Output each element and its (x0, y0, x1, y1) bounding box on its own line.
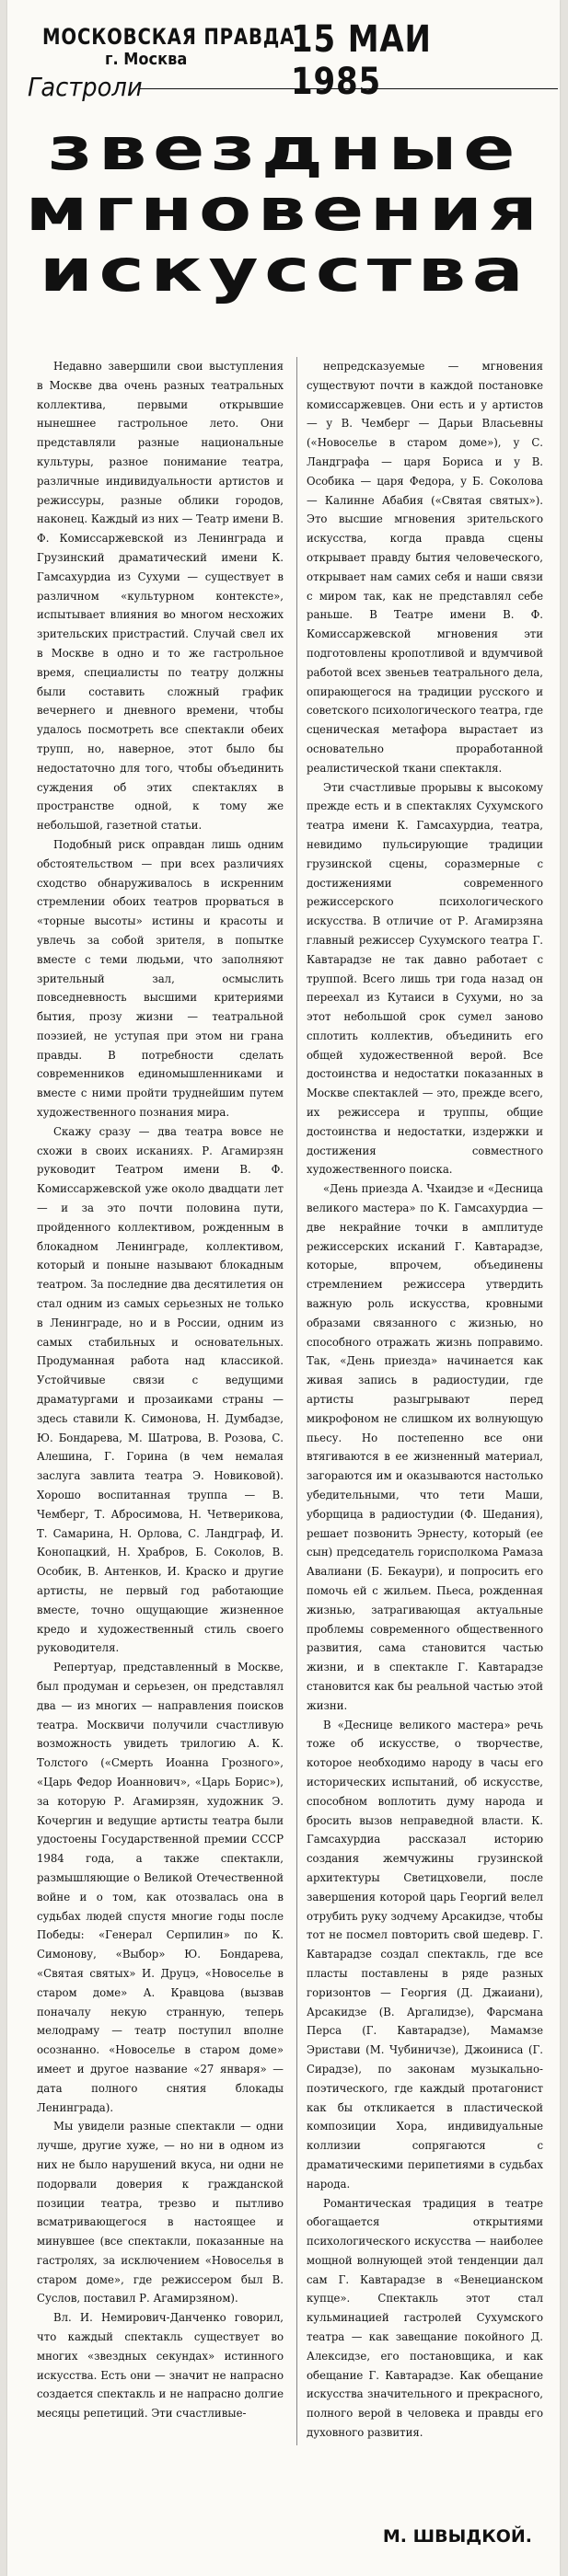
headline (13, 120, 556, 336)
paragraph: Подобный риск оправдан лишь одним обстоятельством — при всех различиях сходство обнаруживалось в искренним стремлении обоих театров прорваться в «торные высоты» истины и красоты и увлечь за собой зрителя, в попытке вместе с теми людьми, что заполняют зрительный зал, осмыслить повседневность высшими критериями бытия, прозу жизни — театральной поэзией, не уступая при этом ни грана правды. В потребности сделать современников единомышленниками и вместе с ними пройти труднейшим путем художественного познания мира. (37, 837, 284, 1120)
date-stamp: 15 МАИ 1985 (291, 18, 432, 103)
paragraph: Мы увидели разные спектакли — одни лучше, другие хуже, — но ни в одном из них не было нарушений вкуса, ни одни не подорвали доверия к гражданской позиции театра, трезво и пытливо всматривающегося в настоящее и минувшее (все спектакли, показанные на гастролях, за исключением «Новоселья в старом доме», где режиссером был В. Суслов, поставил Р. Агамирзяном). (37, 2120, 284, 2306)
paragraph: Романтическая традиция в театре обогащается открытиями психологического искусства — наиболее мощной волнующей этой тенденции дал сам Г. Кавтарадзе в «Венецианском купце». Спектакль этот стал кульминацией гастролей Сухумского театра — как завещание покойного Д. Алексидзе, его постановщика, и как обещание Г. Кавтарадзе. Как обещание искусства значительного и прекрасного, полного верой в человека и правды его духовного развития. (307, 2196, 543, 2440)
author-signature: М. ШВЫДКОЙ. (382, 2526, 532, 2547)
paragraph: Скажу сразу — два театра вовсе не схожи в своих исканиях. Р. Агамирзян руководит Театром имени В. Ф. Комиссаржевской уже около двадцати лет — и за это почти половина пути, пройденного коллективом, рожденным в блокадном Ленинграде, коллективом, который и поныне называют блокадным театром. За последние два десятилетия он стал одним из самых серьезных не только в Ленинграде, но и в России, одним из самых стабильных и основательных. Продуманная работа над классикой. Устойчивые связи с ведущими драматургами и прозаиками страны — здесь ставили К. Симонова, Н. Думбадзе, Ю. Бондарева, М. Шатрова, В. Розова, С. Алешина, Г. Горина (в чем немалая заслуга завлита театра Э. Новиковой). Хорошо воспитанная труппа — В. Чемберг, Т. Абросимова, Н. Четверикова, Т. Самарина, Н. Орлова, С. Ландграф, И. Конопацкий, Н. Храбров, Б. Соколов, В. Особик, В. Антенков, И. Краско и другие артисты, не первый год работающие вместе, точно ощущающие жизненное кредо и художественный стиль своего руководителя. (37, 1124, 284, 1655)
headline-line-1: звездные (47, 120, 522, 184)
city-stamp: г. Москва (105, 50, 188, 69)
newspaper-clipping (7, 0, 560, 2576)
paragraph: непредсказуемые — мгновения существуют почти в каждой постановке комиссаржевцев. Они есть и у артистов — у В. Чемберг — Дарьи Власьевны («Новоселье в старом доме»), у С. Ландграфа — царя Бориса и у В. Особика — царя Федора, у Б. Соколова — Калинне Абабия («Святая святых»). Это высшие мгновения зрительского искусства, когда правда сцены открывает правду бытия человеческого, открывает нам самих себя и наши связи с миром так, как не представлял себе раньше. В Театре имени В. Ф. Комиссаржевской мгновения эти подготовлены кропотливой и вдумчивой работой всех звеньев театрального дела, опирающегося на традиции русского и советского психологического театра, где сценическая метафора вырастает из основательно проработанной реалистической ткани спектакля. (307, 360, 543, 775)
paragraph (307, 2443, 543, 2445)
paragraph: Репертуар, представленный в Москве, был продуман и серьезен, он представлял два — из многих — направления поисков театра. Москвичи получили счастливую возможность увидеть трилогию А. К. Толстого («Смерть Иоанна Грозного», «Царь Федор Иоаннович», «Царь Борис»), за которую Р. Агамирзян, художник Э. Кочергин и ведущие артисты театра были удостоены Государственной премии СССР 1984 года, а также спектакли, размышляющие о Великой Отечественной войне и о том, как отозвалась она в судьбах людей спустя многие годы после Победы: «Генерал Серпилин» по К. Симонову, «Выбор» Ю. Бондарева, «Святая святых» И. Друцэ, «Новоселье в старом доме» А. Кравцова (вызвав поначалу некую странную, теперь мелодраму — театр поступил вполне осознанно. «Новоселье в старом доме» имеет и другое название «27 января» — дата полного снятия блокады Ленинграда). (37, 1661, 284, 2114)
paragraph: Эти счастливые прорывы к высокому прежде есть и в спектаклях Сухумского театра имени К. Гамсахурдиа, театра, невидимо пульсирующие традиции грузинской сцены, соразмерные с достижениями современного режиссерского психологического искусства. В отличие от Р. Агамирзяна главный режиссер Сухумского театра Г. Кавтарадзе не так давно работает с труппой. Всего лишь три года назад он переехал из Кутаиси в Сухуми, но за этот небольшой срок сумел заново сплотить коллектив, объединить его общей художественной верой. Все достоинства и недостатки показанных в Москве спектаклей — это, прежде всего, их режиссера и труппы, общие достоинства и недостатки, издержки и достижения совместного художественного поиска. (307, 780, 543, 1177)
paragraph: Вл. И. Немирович-Данченко говорил, что каждый спектакль существует во многих «звездных секундах» истинного искусства. Есть они — значит не напрасно создается спектакль и не напрасно долгие месяцы репетиций. Эти счастливые- (37, 2311, 284, 2421)
newspaper-title: МОСКОВСКАЯ ПРАВДА (42, 24, 296, 50)
section-rubric: Гастроли (28, 72, 143, 102)
paragraph: «День приезда А. Чхаидзе и «Десница великого мастера» по К. Гамсахурдиа — две некрайние точки в амплитуде режиссерских исканий Г. Кавтарадзе, которые, впрочем, объединены стремлением режиссера утвердить важную роль искусства, кровными образами связанного с жизнью, но способного отражать жизнь поправимо. Так, «День приезда» начинается как живая запись в радиостудии, где артисты разыгрывают перед микрофоном не слишком их волнующую пьесу. Но постепенно все они втягиваются в ее жизненный материал, загораются им и оказываются настолько убедительными, что тети Маши, уборщица в радиостудии (Ф. Шедания), решает позвонить Эрнесту, который (ее сын) председатель горисполкома Рамаза Авалиани (Б. Бекаури), и попросить его помочь ей с жильем. Пьеса, рожденная жизнью, затрагивающая актуальные проблемы современного общественного развития, сама становится частью жизни, и в спектакле Г. Кавтарадзе становится как бы реальной частью этой жизни. (307, 1182, 543, 1712)
article-body (37, 357, 543, 2445)
paragraph: Недавно завершили свои выступления в Москве два очень разных театральных коллектива, первыми открывшие нынешнее гастрольное лето. Они представляли разные национальные культуры, разное понимание театра, различные индивидуальности артистов и режиссуры, разные облики городов, наконец. Каждый из них — Театр имени В. Ф. Комиссаржевской из Ленинграда и Грузинский драматический имени К. Гамсахурдиа из Сухуми — существует в различном «культурном контексте», испытывает влияния во многом несхожих зрительских пристрастий. Случай свел их в Москве в одно и то же гастрольное время, специалисты по театру должны были составить сложный график вечернего и дневного времени, чтобы удалось посмотреть все спектакли обеих трупп, но, наверное, этот было бы недостаточно для того, чтобы объединить суждения об этих спектаклях в пространстве одной, к тому же небольшой, газетной статьи. (37, 360, 284, 833)
right-column (296, 357, 543, 2445)
left-column (37, 357, 284, 2445)
headline-line-2: мгновения (25, 177, 544, 245)
headline-line-3: искусства (39, 237, 530, 305)
paragraph: В «Деснице великого мастера» речь тоже об искусстве, о творчестве, которое необходимо народу в часы его исторических испытаний, об искусстве, способном воплотить думу народа и бросить вызов неправедной власти. К. Гамсахурдиа рассказал историю создания жемчужины грузинской архитектуры Светицховели, после завершения которой царь Георгий велел отрубить руку зодчему Арсакидзе, чтобы тот не посмел повторить свой шедевр. Г. Кавтарадзе создал спектакль, где все пласты поставлены в ряде разных горизонтов — Георгия (Д. Джаиани), Арсакидзе (В. Аргалидзе), Фарсмана Перса (Г. Кавтарадзе), Мамамзе Эристави (М. Чубиничзе), Джоиниса (Г. Сирадзе), по законам музыкально-поэтического, где каждый протагонист как бы откликается в пластической композиции Хора, индивидуальные коллизии сопрягаются с драматическими перипетиями в судьбах народа. (307, 1718, 543, 2191)
rubric-divider (139, 88, 558, 89)
